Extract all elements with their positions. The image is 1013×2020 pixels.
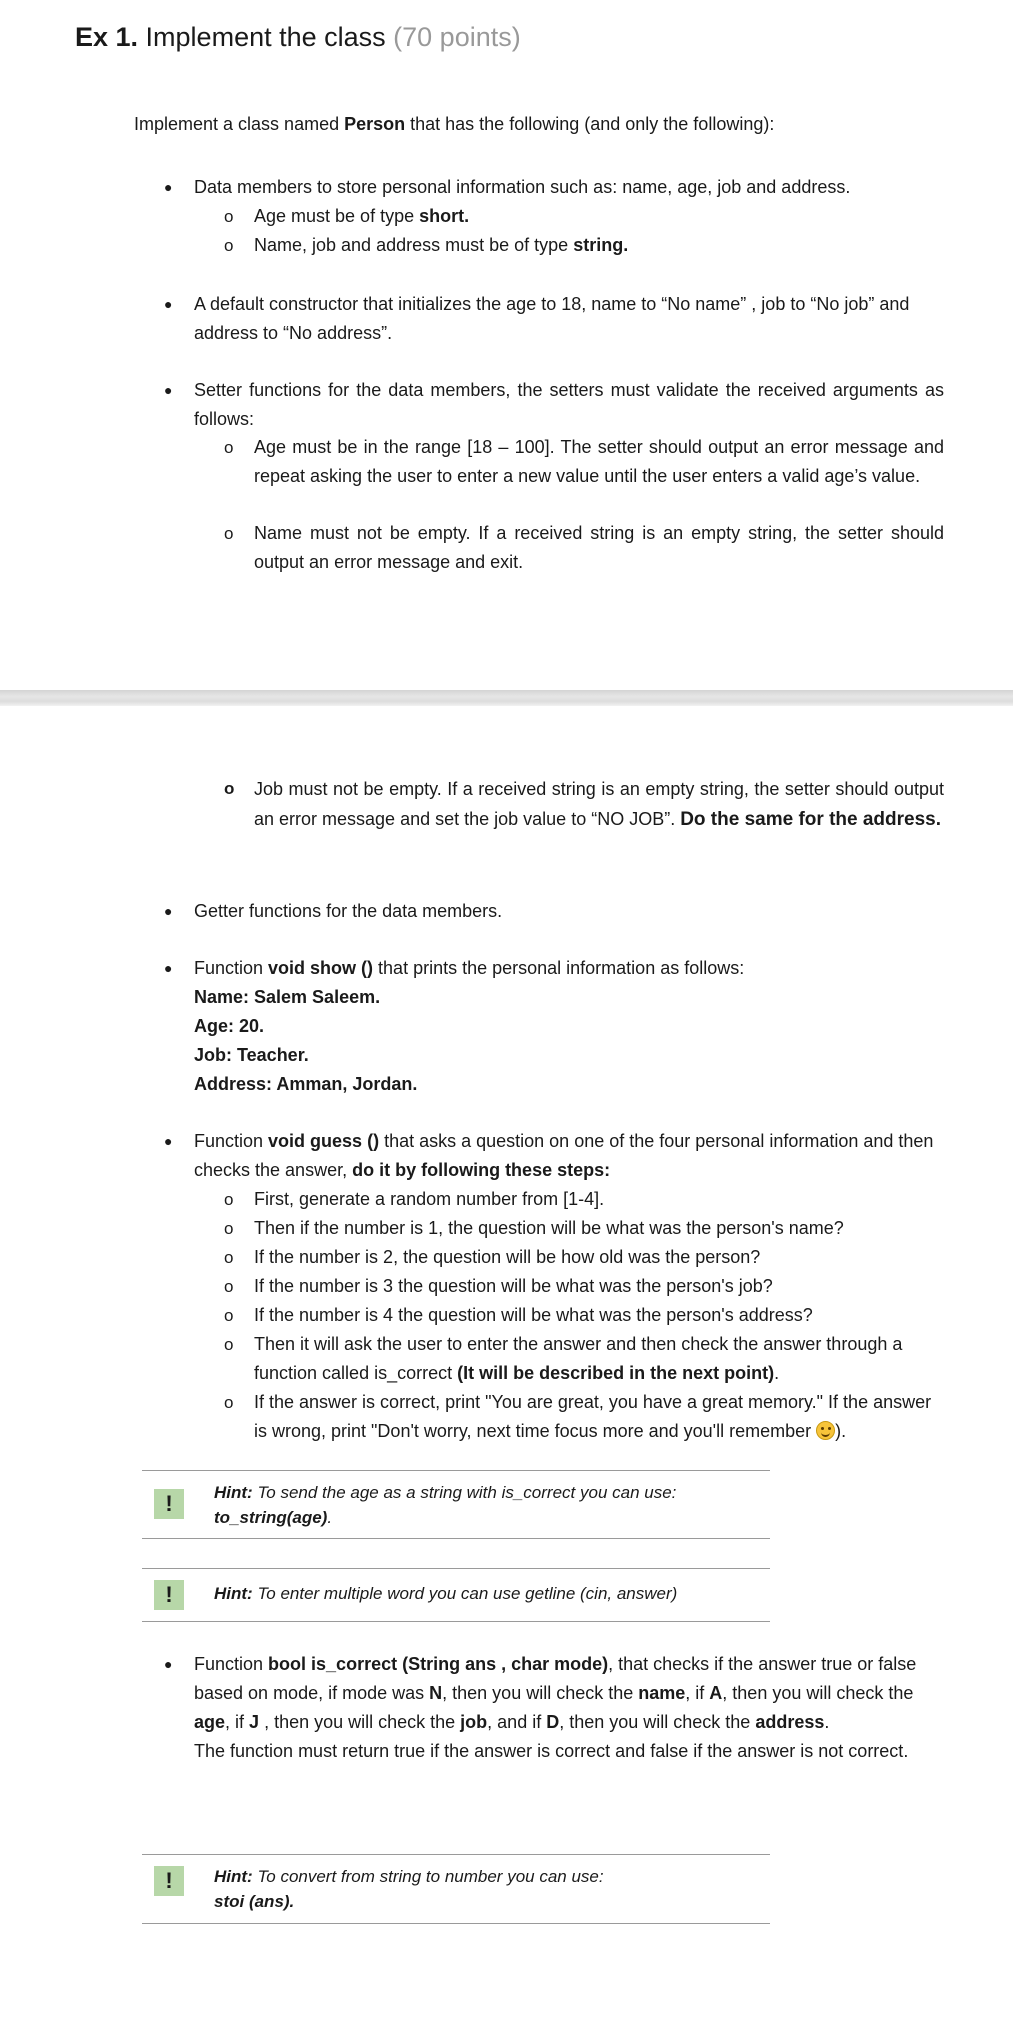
- sub-bullet-icon: o: [224, 1190, 234, 1209]
- bullet-setters: ● Setter functions for the data members, the setters must validate the received arguments as follows:: [194, 376, 944, 434]
- page-2: [0, 706, 1013, 2020]
- sub-bullet-icon: o: [224, 1306, 234, 1325]
- show-example-age: Age: 20.: [194, 1016, 265, 1036]
- bullet-icon: ●: [164, 903, 173, 919]
- hint-box-stoi: [142, 1854, 770, 1924]
- bullet-icon: ●: [164, 382, 173, 398]
- guess-step-6: o Then it will ask the user to enter the answer and then check the answer through a function called is_correct (It will be described in the next point).: [254, 1330, 944, 1388]
- hint-text: Hint: To enter multiple word you can use getline (cin, answer): [214, 1584, 678, 1603]
- page-separator: [0, 690, 1013, 706]
- points-label: (70 points): [393, 22, 521, 52]
- bullet-guess: ● Function void guess () that asks a question on one of the four personal information and then checks the answer, do it by following these steps:: [194, 1127, 944, 1185]
- hint-box-to-string: [142, 1470, 770, 1539]
- sub-bullet-icon: o: [224, 438, 234, 457]
- bullet-data-members: ● Data members to store personal information such as: name, age, job and address.: [194, 173, 944, 202]
- sub-bullet-icon: o: [224, 1248, 234, 1267]
- bullet-is-correct: ● Function bool is_correct (String ans , char mode), that checks if the answer true or false based on mode, if mode was N, then you will check the name, if A, then you will check the age, if J , then you will check the job, and if D, then you will check the address. The function must return true if the answer is correct and false if the answer is not correct.: [194, 1650, 944, 1766]
- guess-step-5: o If the number is 4 the question will be what was the person's address?: [254, 1301, 944, 1330]
- guess-step-4: o If the number is 3 the question will be what was the person's job?: [254, 1272, 944, 1301]
- exercise-title: Ex 1. Implement the class (70 points): [75, 22, 521, 52]
- sub-bullet-icon: o: [224, 1335, 234, 1354]
- sub-bullet-icon: o: [224, 207, 234, 226]
- bullet-constructor: ● A default constructor that initializes the age to 18, name to “No name” , job to “No job” and address to “No address”.: [194, 290, 944, 348]
- bullet-icon: ●: [164, 296, 173, 312]
- exclamation-icon: !: [154, 1866, 184, 1896]
- page-1: [0, 0, 1013, 690]
- bullet-icon: ●: [164, 960, 173, 976]
- bullet-getters: ● Getter functions for the data members.: [194, 897, 944, 926]
- sub-bullet-icon: o: [224, 1219, 234, 1238]
- show-example-job: Job: Teacher.: [194, 1045, 309, 1065]
- bullet-icon: ●: [164, 1133, 173, 1149]
- sub-bullet-icon: o: [224, 524, 234, 543]
- sub-setter-age: o Age must be in the range [18 – 100]. The setter should output an error message and repeat asking the user to enter a new value until the user enters a valid age’s value.: [254, 433, 944, 491]
- hint-text: Hint: To send the age as a string with is_correct you can use: to_string(age).: [214, 1483, 677, 1527]
- sub-bullet-icon: o: [224, 1277, 234, 1296]
- guess-step-7: o If the answer is correct, print "You are great, you have a great memory." If the answer is wrong, print "Don't worry, next time focus more and you'll remember ).: [254, 1388, 944, 1446]
- bullet-show: ● Function void show () that prints the personal information as follows: Name: Salem Saleem. Age: 20. Job: Teacher. Address: Amman, Jordan.: [194, 954, 944, 1099]
- winking-face-icon: [816, 1421, 835, 1440]
- intro-text: Implement a class named Person that has the following (and only the following):: [134, 114, 775, 134]
- sub-string-type: o Name, job and address must be of type string.: [254, 231, 944, 260]
- is-correct-return-text: The function must return true if the answer is correct and false if the answer is not correct.: [194, 1741, 909, 1761]
- bullet-icon: ●: [164, 1656, 173, 1672]
- hint-text: Hint: To convert from string to number you can use: stoi (ans).: [214, 1867, 604, 1911]
- sub-bullet-icon: o: [224, 1393, 234, 1412]
- bullet-icon: ●: [164, 179, 173, 195]
- exclamation-icon: !: [154, 1580, 184, 1610]
- guess-step-3: o If the number is 2, the question will be how old was the person?: [254, 1243, 944, 1272]
- hint-box-getline: [142, 1568, 770, 1622]
- sub-setter-job: o Job must not be empty. If a received string is an empty string, the setter should output an error message and set the job value to “NO JOB”. Do the same for the address.: [254, 774, 944, 835]
- sub-bullet-icon: o: [224, 779, 235, 798]
- guess-step-1: o First, generate a random number from [1-4].: [254, 1185, 944, 1214]
- show-example-name: Name: Salem Saleem.: [194, 987, 381, 1007]
- guess-step-2: o Then if the number is 1, the question will be what was the person's name?: [254, 1214, 944, 1243]
- sub-age-type: o Age must be of type short.: [254, 202, 944, 231]
- sub-setter-name: o Name must not be empty. If a received string is an empty string, the setter should output an error message and exit.: [254, 519, 944, 577]
- sub-bullet-icon: o: [224, 236, 234, 255]
- show-example-address: Address: Amman, Jordan.: [194, 1074, 418, 1094]
- exclamation-icon: !: [154, 1489, 184, 1519]
